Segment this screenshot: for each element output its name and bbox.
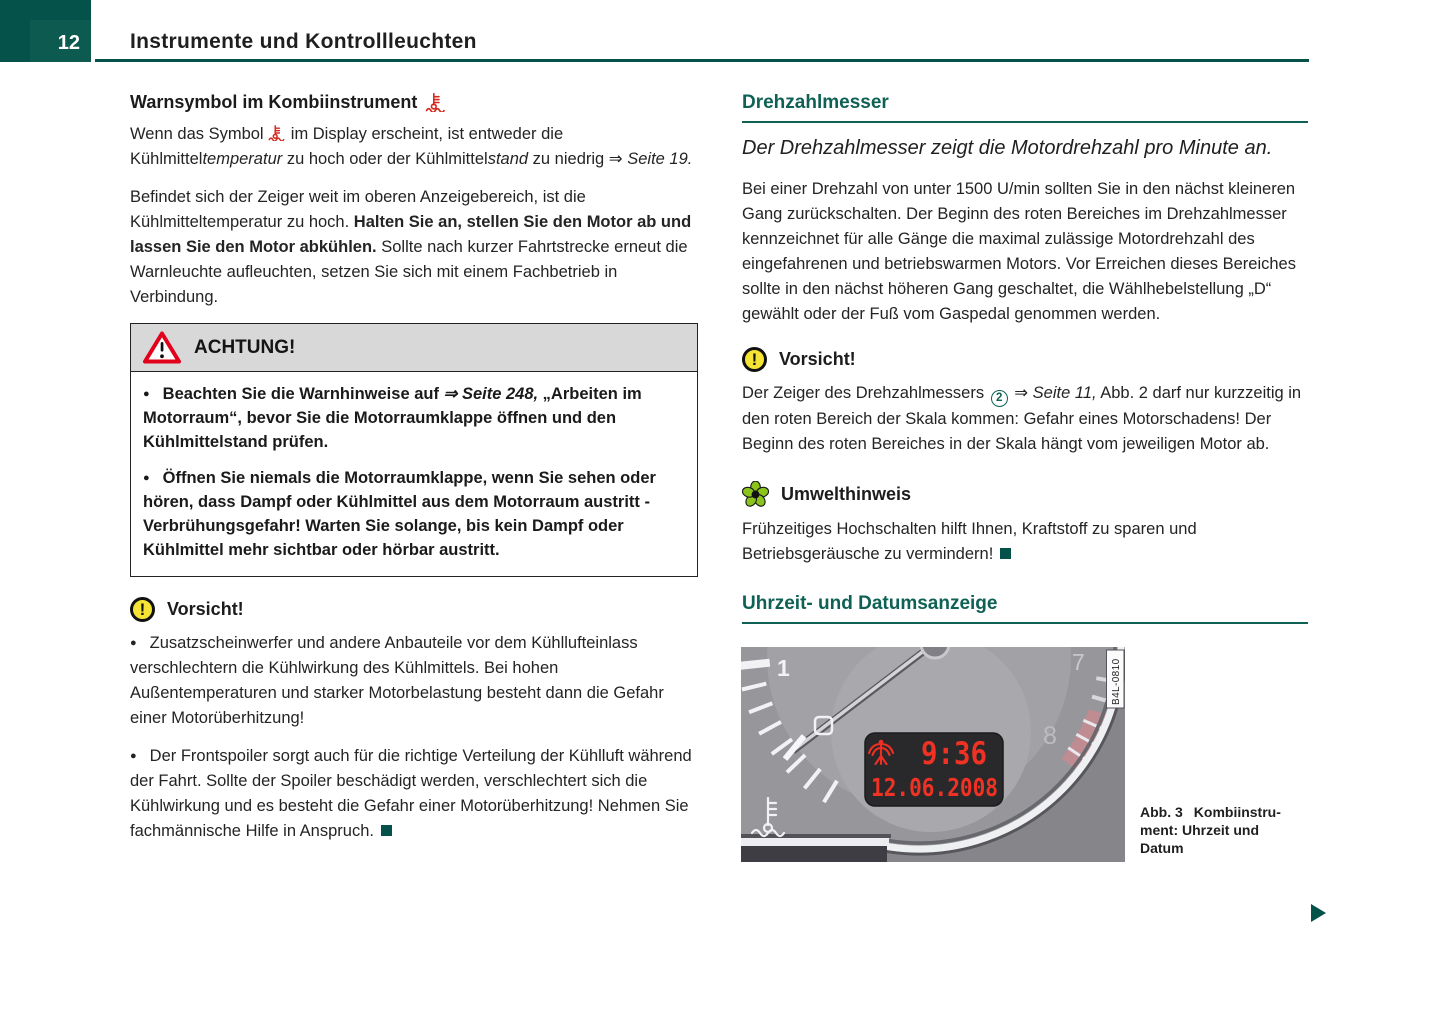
arrow-reference: ⇒ [1009,384,1033,402]
text-segment: „Arbeiten im Motorraum“, bevor Sie die Motorraumklappe öffnen und den Kühlmittelstand prüfen. [143,385,642,451]
umwelthinweis-heading [742,481,1308,508]
text-segment: zu niedrig [528,150,609,168]
caution-circle-icon [742,347,767,372]
photo-code: B4L-0810 [1111,658,1122,705]
section-end-marker [381,825,392,836]
vorsicht-heading-left [130,597,698,622]
paragraph-warnsymbol-intro [130,122,698,172]
caption-label: Abb. 3 [1140,804,1183,820]
instrument-cluster-photo [741,647,1125,862]
text-segment-bold: Halten Sie an, stellen Sie den Motor ab und lassen Sie den Motor abkühlen. [130,213,692,256]
text-segment: Der Frontspoiler sorgt auch für die richtige Verteilung der Kühlluft während der Fahrt. Sollte der Spoiler beschädigt werden, verschlechtert sich die Kühlwirkung und es besteht die Gefahr einer Motorüberhitzung! Nehmen Sie fachmännische Hilfe in Anspruch. [130,747,692,840]
exclamation-mark: ! [139,599,146,619]
photo-code-label [1107,650,1125,708]
coolant-temperature-icon [268,125,286,141]
vorsicht-bullet-2 [130,744,698,844]
page-reference: Seite 19. [627,150,693,168]
figure-caption [1140,803,1310,857]
figure-row [742,647,1308,882]
page-title: Instrumente und Kontrollleuchten [130,30,477,53]
section-heading-text: Warnsymbol im Kombiinstrument [130,92,418,112]
lcd-date: 12.06.2008 [871,773,998,802]
page-reference: ⇒ Seite 248, [443,385,539,403]
caption-line [1140,803,1310,821]
achtung-bullet-1 [143,382,685,454]
header-rule [95,59,1309,62]
achtung-header [131,324,697,372]
achtung-body [131,372,697,576]
lcd-display [865,733,1003,806]
bullet-icon: ● [130,637,137,649]
chrome-bottom-strip [741,834,891,862]
text-segment: Befindet sich der Zeiger weit im oberen Anzeigebereich, ist die Kühlmitteltemperatur zu hoch. [130,188,586,231]
text-segment: zu hoch oder der Kühlmittel [282,150,488,168]
page-reference: Seite 11, [1032,384,1097,402]
text-segment: im Display erscheint, ist entweder die Kühlmittel [130,125,564,168]
lead-drehzahlmesser: Der Drehzahlmesser zeigt die Motordrehzahl pro Minute an. [742,137,1273,159]
caution-circle-icon [130,597,155,622]
bullet-icon: ● [143,388,150,400]
page-number: 12 [57,32,80,54]
paragraph-zeiger [130,185,698,310]
umwelthinweis-paragraph [742,517,1308,567]
coolant-temperature-icon [425,93,447,112]
achtung-warning-box [130,323,698,577]
umwelthinweis-title: Umwelthinweis [781,484,912,504]
left-column [130,92,698,857]
page-continuation-triangle-icon [1311,904,1326,922]
heading-drehzahlmesser: Drehzahlmesser [742,92,1308,123]
section-end-marker [1000,548,1011,559]
right-column [742,92,1308,882]
text-segment: Öffnen Sie niemals die Motorraumklappe, wenn Sie sehen oder hören, dass Dampf oder Kühlmittel aus dem Motorraum austritt - Verbrühungsgefahr! Warten Sie solange, bis kein Dampf oder Kühlmittel mehr sichtbar oder hörbar austritt. [143,469,656,559]
text-segment: Frühzeitiges Hochschalten hilft Ihnen, Kraftstoff zu sparen und Betriebsgeräusche zu vermindern! [742,520,1197,563]
arrow-reference: ⇒ [608,150,628,168]
vorsicht-title: Vorsicht! [167,599,244,619]
achtung-title: ACHTUNG! [194,336,296,358]
heading-uhrzeit-datum: Uhrzeit- und Datumsanzeige [742,593,1308,624]
bullet-icon: ● [143,472,150,484]
dial-numeral-1: 1 [777,655,790,681]
bullet-icon: ● [130,750,137,762]
warning-triangle-icon [143,331,181,364]
text-segment: Beachten Sie die Warnhinweise auf [162,385,444,403]
vorsicht-heading-right [742,347,1308,372]
text-segment: Wenn das Symbol [130,125,269,143]
vorsicht-bullet-1 [130,631,698,731]
callout-digit: 2 [995,392,1003,404]
exclamation-mark: ! [751,349,758,369]
text-segment: Abb. 2 darf nur kurzzeitig in den roten Bereich der Skala kommen: Gefahr eines Motorschadens! Der Beginn des roten Bereiches in der Skala hängt vom jeweiligen Motor ab. [742,384,1302,453]
achtung-bullet-2 [143,466,685,562]
lcd-time: 9:36 [921,736,987,772]
text-segment: Zusatzscheinwerfer und andere Anbauteile vor dem Kühllufteinlass verschlechtern die Kühlwirkung des Kühlmittels. Bei hohen Außentemperaturen und starker Motorbelastung besteht dann die Gefahr einer Motorüberhitzung! [130,634,664,727]
vorsicht-paragraph-right [742,381,1308,457]
text-segment: Der Zeiger des Drehzahlmessers [742,384,989,402]
section-heading-warnsymbol [130,92,698,113]
caption-text: Kombiinstru- [1193,804,1281,820]
paragraph-drehzahlmesser: Bei einer Drehzahl von unter 1500 U/min sollten Sie in den nächst kleineren Gang zurückschalten. Der Beginn des roten Bereiches im Drehzahlmesser kennzeichnet für alle Gänge die maximal zulässige Motordrehzahl des eingefahrenen und betriebswarmen Motors. Vor Erreichen dieses Bereiches sollte in den nächst höheren Gang geschaltet, die Wählhebelstellung „D“ gewählt oder der Fuß vom Gaspedal genommen werden. [742,180,1296,323]
caption-text: Datum [1140,840,1184,856]
eco-flower-icon [742,481,769,508]
callout-number-2 [991,390,1008,407]
text-segment-italic: stand [487,150,529,168]
text-segment-italic: temperatur [202,150,283,168]
dial-numeral-8: 8 [1043,722,1057,750]
caption-text: ment: Uhrzeit und [1140,822,1259,838]
dial-numeral-7: 7 [1072,649,1085,675]
vorsicht-title: Vorsicht! [779,349,856,369]
corner-block [0,0,91,62]
text-segment: Sollte nach kurzer Fahrtstrecke erneut die Warnleuchte aufleuchten, setzen Sie sich mit einem Fachbetrieb in Verbindung. [130,238,688,306]
